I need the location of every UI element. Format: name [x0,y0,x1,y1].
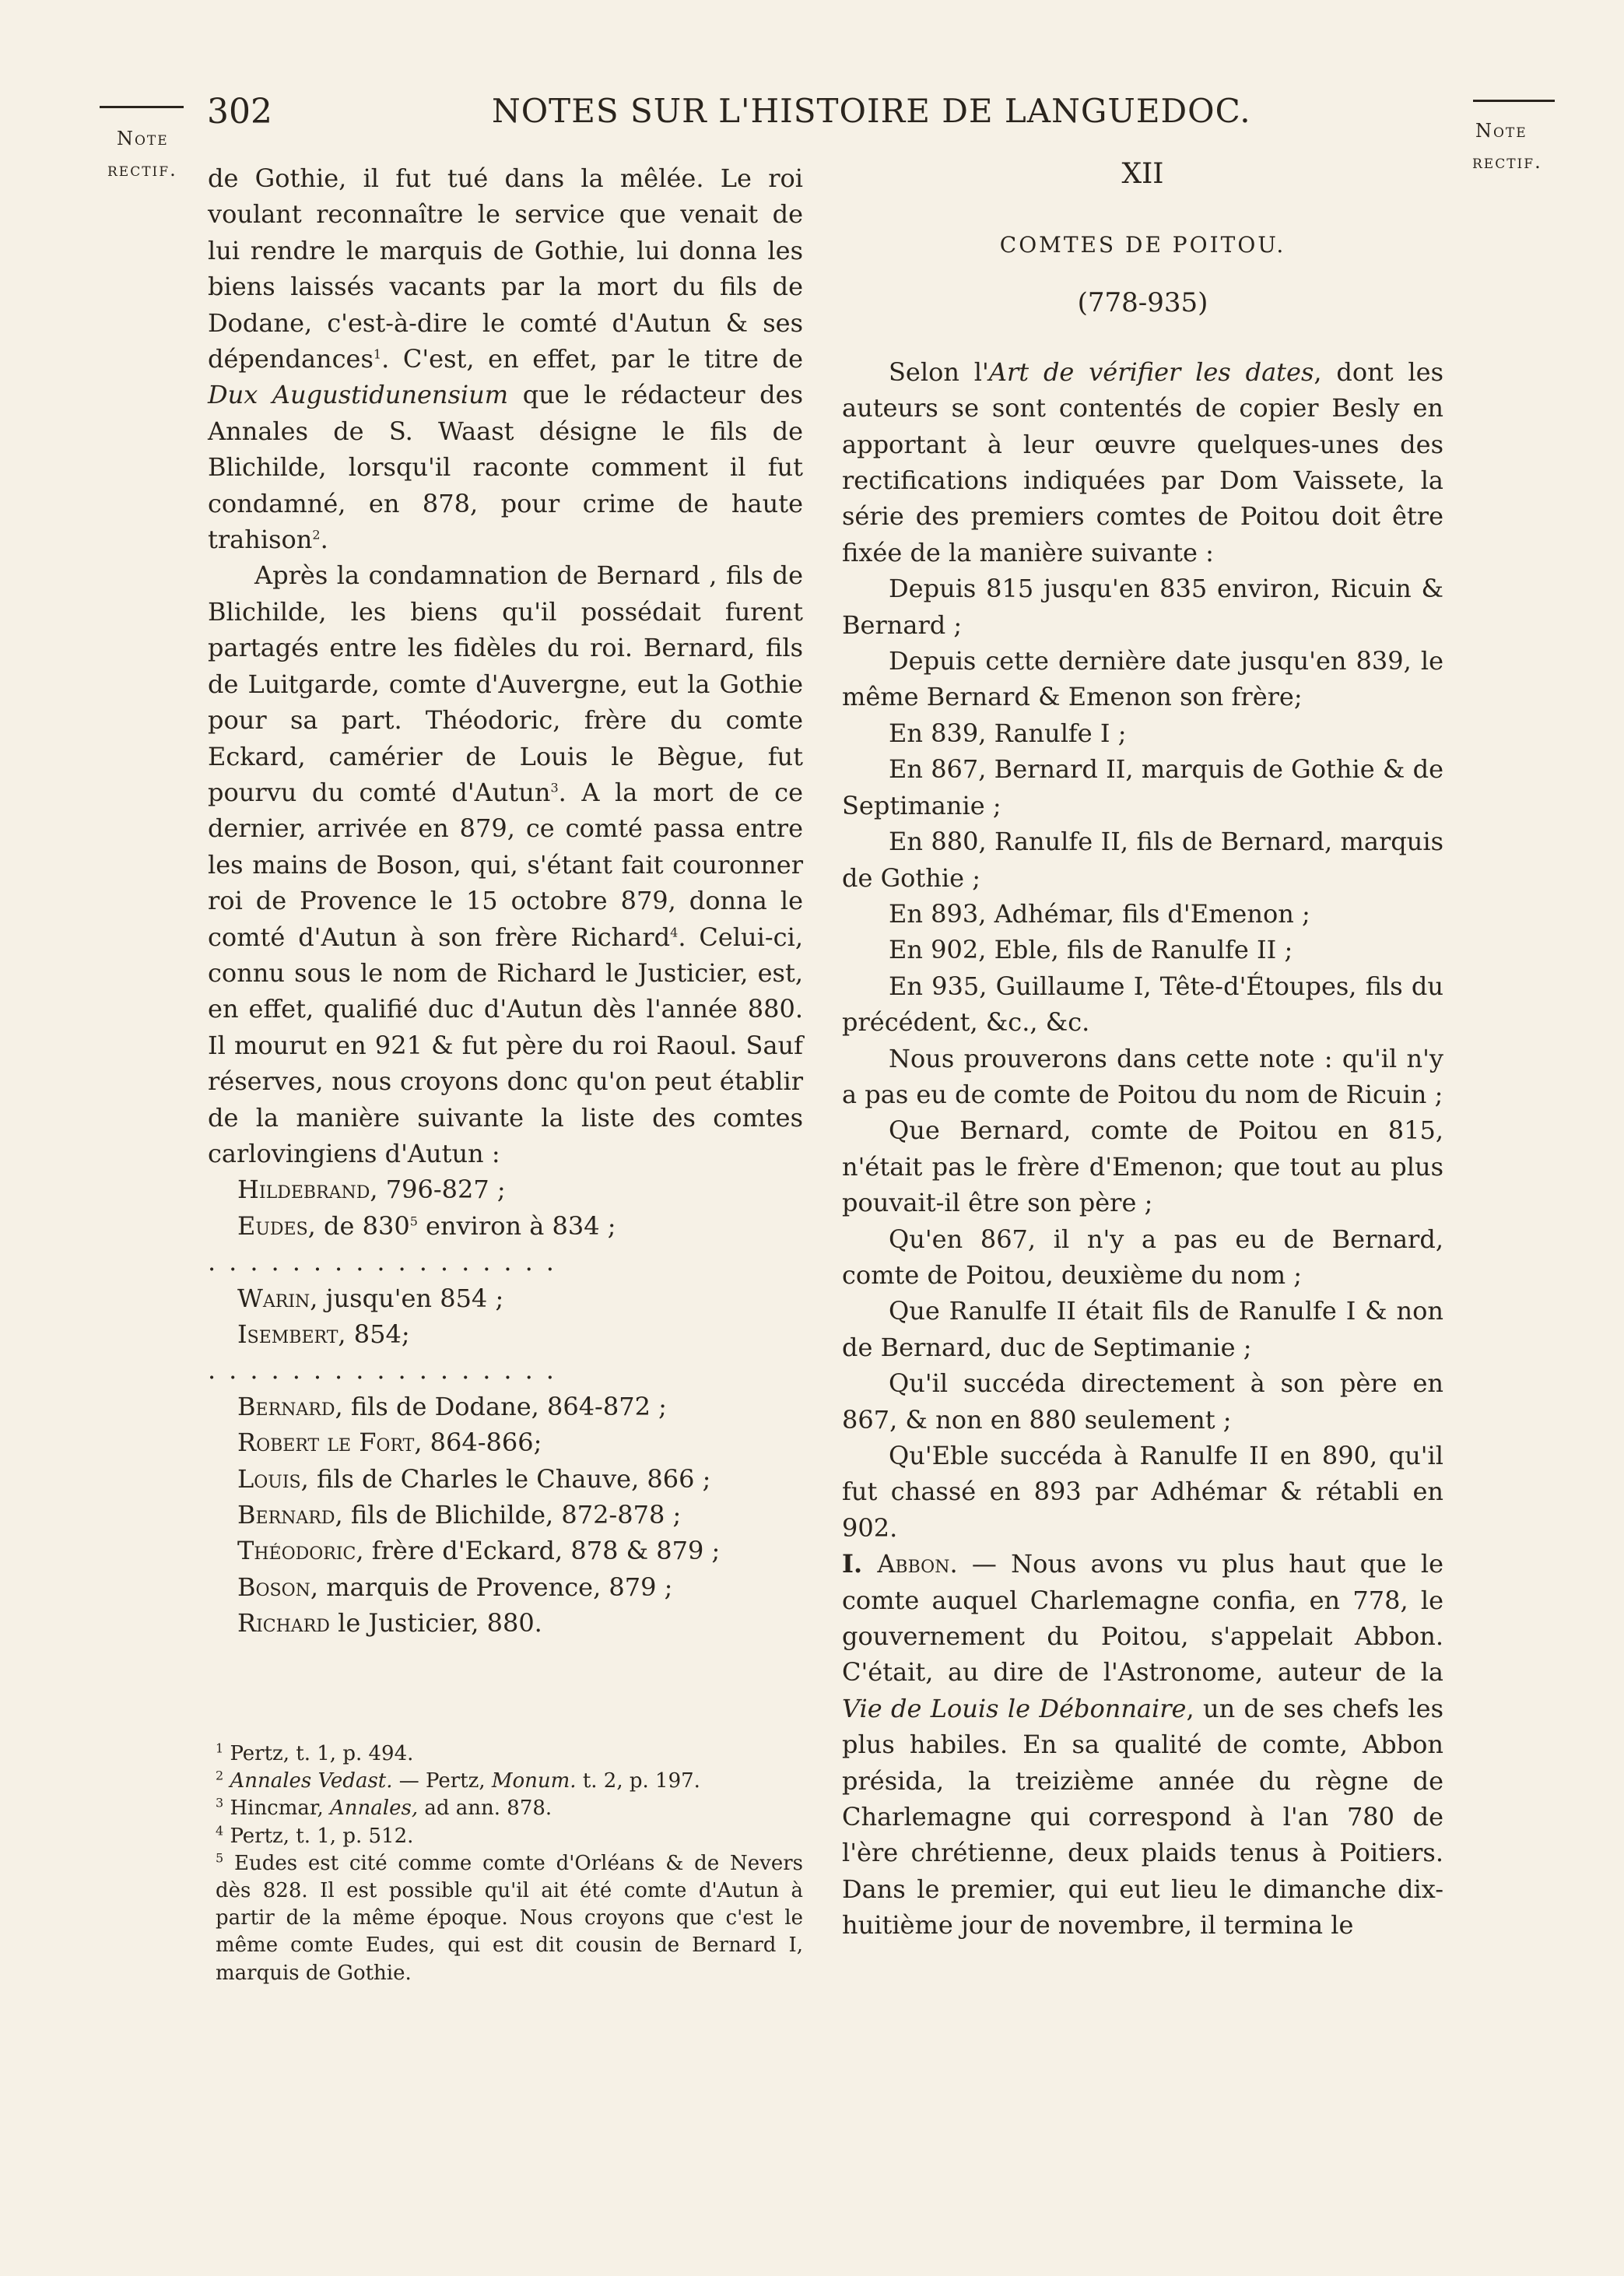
list-item: En 867, Bernard II, marquis de Gothie & de Septimanie ; [842,754,1443,820]
count-name: Hildebrand [237,1175,370,1205]
footnote-text: Pertz, t. 1, p. 512. [223,1824,414,1848]
text: . [320,525,328,555]
footnote [208,1740,803,1768]
text: Selon l' [889,357,989,387]
page-number: 302 [207,92,272,132]
paragraph: Nous prouverons dans cette note : qu'il n'y a pas eu de comte de Poitou du nom de Ricuin ; [842,1043,1443,1109]
dot-leader: ................. [208,1247,567,1277]
count-detail: , frère d'Eckard, 878 & 879 ; [356,1536,721,1566]
margin-note-line1: Note [1475,120,1528,142]
emphasis: Dux Augustidunensium [208,380,509,410]
spacer [842,321,1443,354]
left-margin-rule [100,106,184,108]
footnote-ref: 5 [409,1214,418,1229]
section-marker: I. [842,1549,878,1579]
list-item: En 880, Ranulfe II, fils de Bernard, marquis de Gothie ; [842,827,1443,893]
count-detail: , fils de Blichilde, 872-878 ; [335,1500,682,1530]
count-name: Bernard [237,1500,335,1530]
count-list [208,1171,803,1641]
text: Après la condamnation de Bernard , fils de Blichilde, les biens qu'il possédait furent partagés entre les fidèles du roi. Bernard, fils de Luitgarde, comte d'Auvergne, eut la Gothie pour sa part. Théodoric, frère du comte Eckard, camérier de Louis le Bègue, fut pourvu du comté d'Autun [208,560,803,807]
list-item: En 893, Adhémar, fils d'Emenon ; [889,898,1310,929]
list-item [237,1497,803,1533]
count-detail: , fils de Dodane, 864-872 ; [335,1391,667,1421]
section-number: XII [1121,158,1164,190]
emphasis: Annales Vedast. [230,1769,393,1793]
count-name: Richard [237,1608,330,1639]
footnote-ref: 2 [312,527,321,543]
text: , un de ses chefs les plus habiles. En sa qualité de comte, Abbon présida, la treizième année du règne de Charlemagne qui correspond à l'an 780 de l'ère chrétienne, deux plaids tenus à Poitiers. Dans le premier, qui eut lieu le dimanche dix-huitième jour de novembre, il termina le [842,1693,1444,1941]
footnote-text: ad ann. 878. [418,1797,552,1821]
footnote-ref: 4 [670,924,679,940]
list-item [237,1316,803,1352]
footnote [208,1795,803,1822]
paragraph: Qu'il succéda directement à son père en 867, & non en 880 seulement ; [842,1368,1443,1435]
emphasis: Art de vérifier les dates [988,357,1314,387]
text: , dont les auteurs se sont contentés de copier Besly en apportant à leur œuvre quelques-unes des rectifications indiquées par Dom Vaissete, la série des premiers comtes de Poitou doit être fixée de la manière suivante : [842,357,1444,567]
footnote-number: 2 [216,1768,224,1783]
paragraph: Qu'en 867, il n'y a pas eu de Bernard, comte de Poitou, deuxième du nom ; [842,1224,1443,1290]
count-detail: le Justicier, 880. [329,1608,542,1639]
count-name: Théodoric [237,1536,356,1566]
footnotes [208,1740,803,1987]
footnote-number: 3 [216,1795,224,1811]
dot-leader: ................. [208,1355,567,1386]
footnote-text: Hincmar, [223,1797,331,1821]
count-detail: , 864-866; [414,1428,542,1458]
paragraph: Que Ranulfe II était fils de Ranulfe I & non de Bernard, duc de Septimanie ; [842,1296,1443,1362]
emphasis: Monum. [491,1769,577,1793]
count-detail: , marquis de Provence, 879 ; [310,1572,673,1602]
list-item [237,1605,803,1641]
paragraph: Qu'Eble succéda à Ranulfe II en 890, qu'il fut chassé en 893 par Adhémar & rétabli en 902. [842,1441,1443,1543]
right-margin-note [1472,115,1542,177]
footnote-number: 5 [216,1850,224,1866]
footnote [208,1768,803,1795]
count-name: Isembert [237,1319,338,1349]
list-item: En 935, Guillaume I, Tête-d'Étoupes, fils du précédent, &c., &c. [842,971,1443,1038]
footnote-ref: 3 [550,780,559,796]
emphasis: Annales, [330,1797,419,1821]
list-item [237,1171,803,1207]
count-detail: environ à 834 ; [417,1210,616,1241]
list-item [237,1533,803,1568]
text: que le rédacteur des Annales de S. Waast désigne le fils de Blichilde, lorsqu'il raconte comment il fut condamné, en 878, pour crime de haute trahison [208,380,804,555]
list-item: En 902, Eble, fils de Ranulfe II ; [889,935,1293,965]
count-name: Robert le Fort [237,1428,415,1458]
left-margin-note [107,123,177,185]
footnote-ref: 1 [373,346,382,362]
footnote-text: — Pertz, [392,1769,492,1793]
footnote-number: 1 [216,1740,224,1756]
left-column [208,160,803,1642]
list-item: Depuis 815 jusqu'en 835 environ, Ricuin & Bernard ; [842,574,1443,640]
count-detail: , fils de Charles le Chauve, 866 ; [300,1463,711,1494]
paragraph [208,160,803,557]
list-item: Depuis cette dernière date jusqu'en 839, le même Bernard & Emenon son frère; [842,646,1443,712]
paragraph [208,557,803,1171]
margin-note-line1: Note [117,128,169,149]
count-detail: , 854; [338,1319,410,1349]
footnote-text: Eudes est cité comme comte d'Orléans & de Nevers dès 828. Il est possible qu'il ait été comte d'Autun à partir de la même époque. Nous croyons que c'est le même comte Eudes, qui est dit cousin de Bernard I, marquis de Gothie. [216,1851,803,1985]
list-item [237,1208,803,1244]
right-margin-rule [1473,100,1555,102]
count-detail: , 796-827 ; [370,1175,506,1205]
text: . Celui-ci, connu sous le nom de Richard le Justicier, est, en effet, qualifié duc d'Autun dès l'année 880. Il mourut en 921 & fut père du roi Raoul. Sauf réserves, nous croyons donc qu'on peut établir de la manière suivante la liste des comtes carlovingiens d'Autun : [208,922,804,1168]
right-column [842,156,1443,1944]
count-name: Bernard [237,1391,335,1421]
footnote [208,1850,803,1987]
section-title: COMTES DE POITOU. [999,232,1286,258]
list-item: En 839, Ranulfe I ; [889,718,1127,748]
running-title: NOTES SUR L'HISTOIRE DE LANGUEDOC. [492,92,1251,130]
count-name: Eudes [237,1210,308,1241]
count-name: Warin [237,1283,310,1313]
footnote-number: 4 [216,1822,224,1838]
list-item [237,1389,803,1424]
list-item [237,1461,803,1497]
text: de Gothie, il fut tué dans la mêlée. Le roi voulant reconnaître le service que venait de lui rendre le marquis de Gothie, lui donna les biens laissés vacants par la mort du fils de Dodane, c'est-à-dire le comté d'Autun & ses dépendances [208,163,803,374]
count-name: Louis [237,1463,301,1494]
count-name: Boson [237,1572,310,1602]
footnote-text: t. 2, p. 197. [576,1769,700,1793]
margin-note-line2: rectif. [107,159,177,181]
emphasis: Vie de Louis le Débonnaire [842,1693,1187,1723]
footnote-text: Pertz, t. 1, p. 494. [223,1742,414,1765]
count-name: Abbon. [877,1549,958,1579]
margin-note-line2: rectif. [1472,151,1542,173]
list-item [237,1424,803,1460]
paragraph [842,1546,1443,1943]
text: . C'est, en effet, par le titre de [381,344,803,374]
list-item [237,1569,803,1605]
footnote [208,1823,803,1850]
count-detail: , jusqu'en 854 ; [310,1283,504,1313]
paragraph [842,354,1443,571]
count-detail: , de 830 [307,1210,410,1241]
text: — Nous avons vu plus haut que le comte auquel Charlemagne confia, en 778, le gouvernement du Poitou, s'appelait Abbon. C'était, au dire de l'Astronome, auteur de la [842,1549,1444,1688]
paragraph: Que Bernard, comte de Poitou en 815, n'était pas le frère d'Emenon; que tout au plus pouvait-il être son père ; [842,1115,1443,1218]
text: . A la mort de ce dernier, arrivée en 879, ce comté passa entre les mains de Boson, qui, s'étant fait couronner roi de Provence le 15 octobre 879, donna le comté d'Autun à son frère Richard [208,777,804,952]
section-dates: (778-935) [1077,287,1208,319]
list-item [237,1280,803,1316]
